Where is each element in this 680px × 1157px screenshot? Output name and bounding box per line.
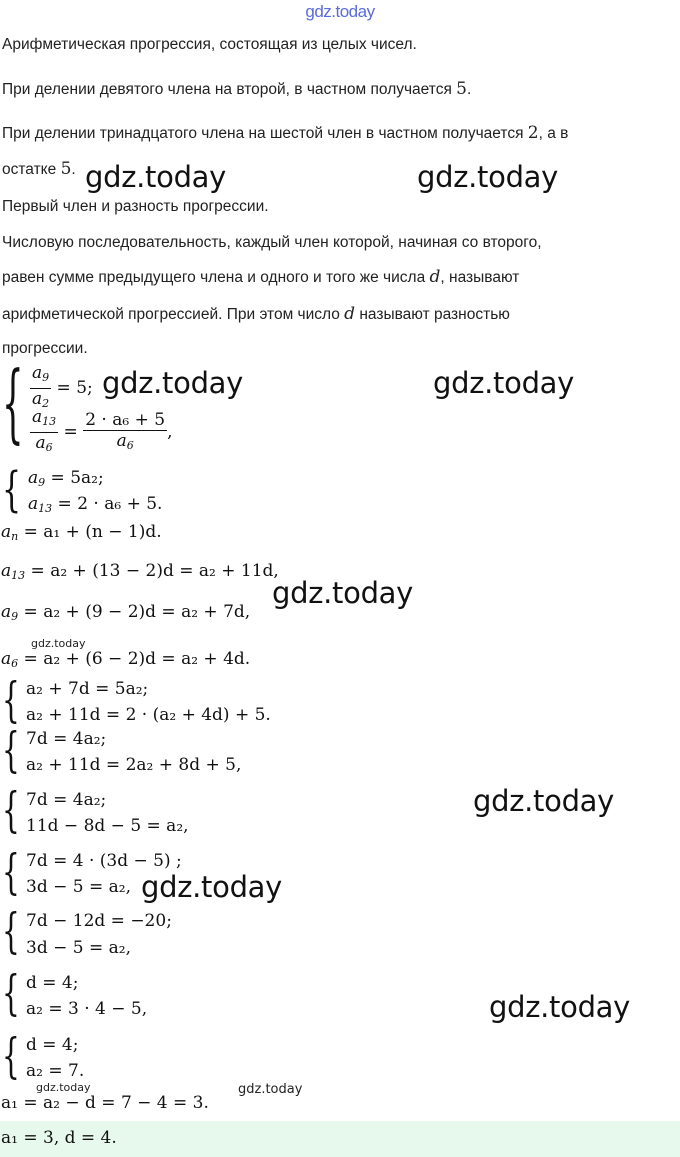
system-brace: {	[2, 781, 20, 838]
system2-row1: $a_9 = 5a_2$;	[28, 468, 104, 489]
system6-row2: 3d − 5 = a₂,	[26, 877, 131, 897]
watermark-small: gdz.today	[36, 1081, 91, 1094]
system1-row1: $\frac{a_9}{a_2}$ = 5;	[32, 363, 93, 410]
system-brace: {	[2, 843, 20, 900]
formula-an: $a_n = a_1 + (n - 1)d$.	[1, 522, 162, 543]
condition-text-3: При делении тринадцатого члена на шестой член в частном получается 2, а в	[2, 123, 569, 143]
watermark: gdz.today	[102, 366, 244, 400]
watermark: gdz.today	[417, 160, 559, 194]
system6-row1: 7d = 4 · (3d − 5) ;	[26, 851, 182, 871]
system9-row1: d = 4;	[26, 1035, 79, 1055]
system-brace: {	[2, 1027, 20, 1084]
system2-row2: $a_{13} = 2 \cdot a_6 + 5$.	[28, 494, 163, 515]
condition-text-3b: остатке 5.	[2, 159, 76, 179]
system3-row1: a₂ + 7d = 5a₂;	[26, 679, 149, 699]
definition-line-4: прогрессии.	[2, 340, 88, 357]
formula-a1: a₁ = a₂ − d = 7 − 4 = 3.	[1, 1093, 209, 1113]
system-brace: {	[2, 721, 20, 778]
watermark: gdz.today	[272, 576, 414, 610]
system8-row1: d = 4;	[26, 973, 79, 993]
definition-line-2: равен сумме предыдущего члена и одного и того же числа d, называют	[2, 267, 520, 287]
system7-row1: 7d − 12d = −20;	[26, 911, 172, 931]
condition-text-2: При делении девятого члена на второй, в частном получается 5.	[2, 79, 472, 99]
watermark: gdz.today	[473, 784, 615, 818]
system4-row1: 7d = 4a₂;	[26, 729, 107, 749]
watermark: gdz.today	[85, 160, 227, 194]
system8-row2: a₂ = 3 · 4 − 5,	[26, 999, 148, 1019]
formula-a6: $a_6 = a_2 + (6 - 2)d = a_2 + 4d$.	[1, 649, 251, 670]
system7-row2: 3d − 5 = a₂,	[26, 938, 131, 958]
system1-row2: $\frac{a_{13}}{a_6}$ = $\frac{\text{2 · a₆ + 5}}{a_6}$ ,	[32, 407, 173, 454]
condition-text-1: Арифметическая прогрессия, состоящая из целых чисел.	[2, 36, 417, 53]
system-brace: {	[2, 964, 20, 1021]
answer-text: a₁ = 3, d = 4.	[1, 1128, 117, 1148]
watermark: gdz.today	[433, 366, 575, 400]
formula-a13: $a_{13} = a_2 + (13 - 2)d = a_2 + 11d$,	[1, 561, 279, 582]
site-header-link[interactable]: gdz.today	[305, 2, 375, 21]
watermark-small: gdz.today	[238, 1082, 303, 1097]
system5-row1: 7d = 4a₂;	[26, 790, 107, 810]
watermark-small: gdz.today	[31, 637, 86, 650]
system3-row2: a₂ + 11d = 2 · (a₂ + 4d) + 5.	[26, 705, 271, 725]
system-brace: {	[2, 354, 24, 455]
watermark: gdz.today	[489, 990, 631, 1024]
system-brace: {	[2, 462, 22, 519]
system-brace: {	[2, 671, 20, 728]
definition-line-1: Числовую последовательность, каждый член которой, начиная со второго,	[2, 234, 542, 251]
system-brace: {	[2, 902, 20, 959]
system5-row2: 11d − 8d − 5 = a₂,	[26, 816, 189, 836]
watermark: gdz.today	[141, 870, 283, 904]
system9-row2: a₂ = 7.	[26, 1061, 85, 1081]
formula-a9: $a_9 = a_2 + (9 - 2)d = a_2 + 7d$,	[1, 602, 251, 623]
find-text: Первый член и разность прогрессии.	[2, 198, 269, 215]
system4-row2: a₂ + 11d = 2a₂ + 8d + 5,	[26, 755, 242, 775]
definition-line-3: арифметической прогрессией. При этом число d называют разностью	[2, 304, 510, 324]
